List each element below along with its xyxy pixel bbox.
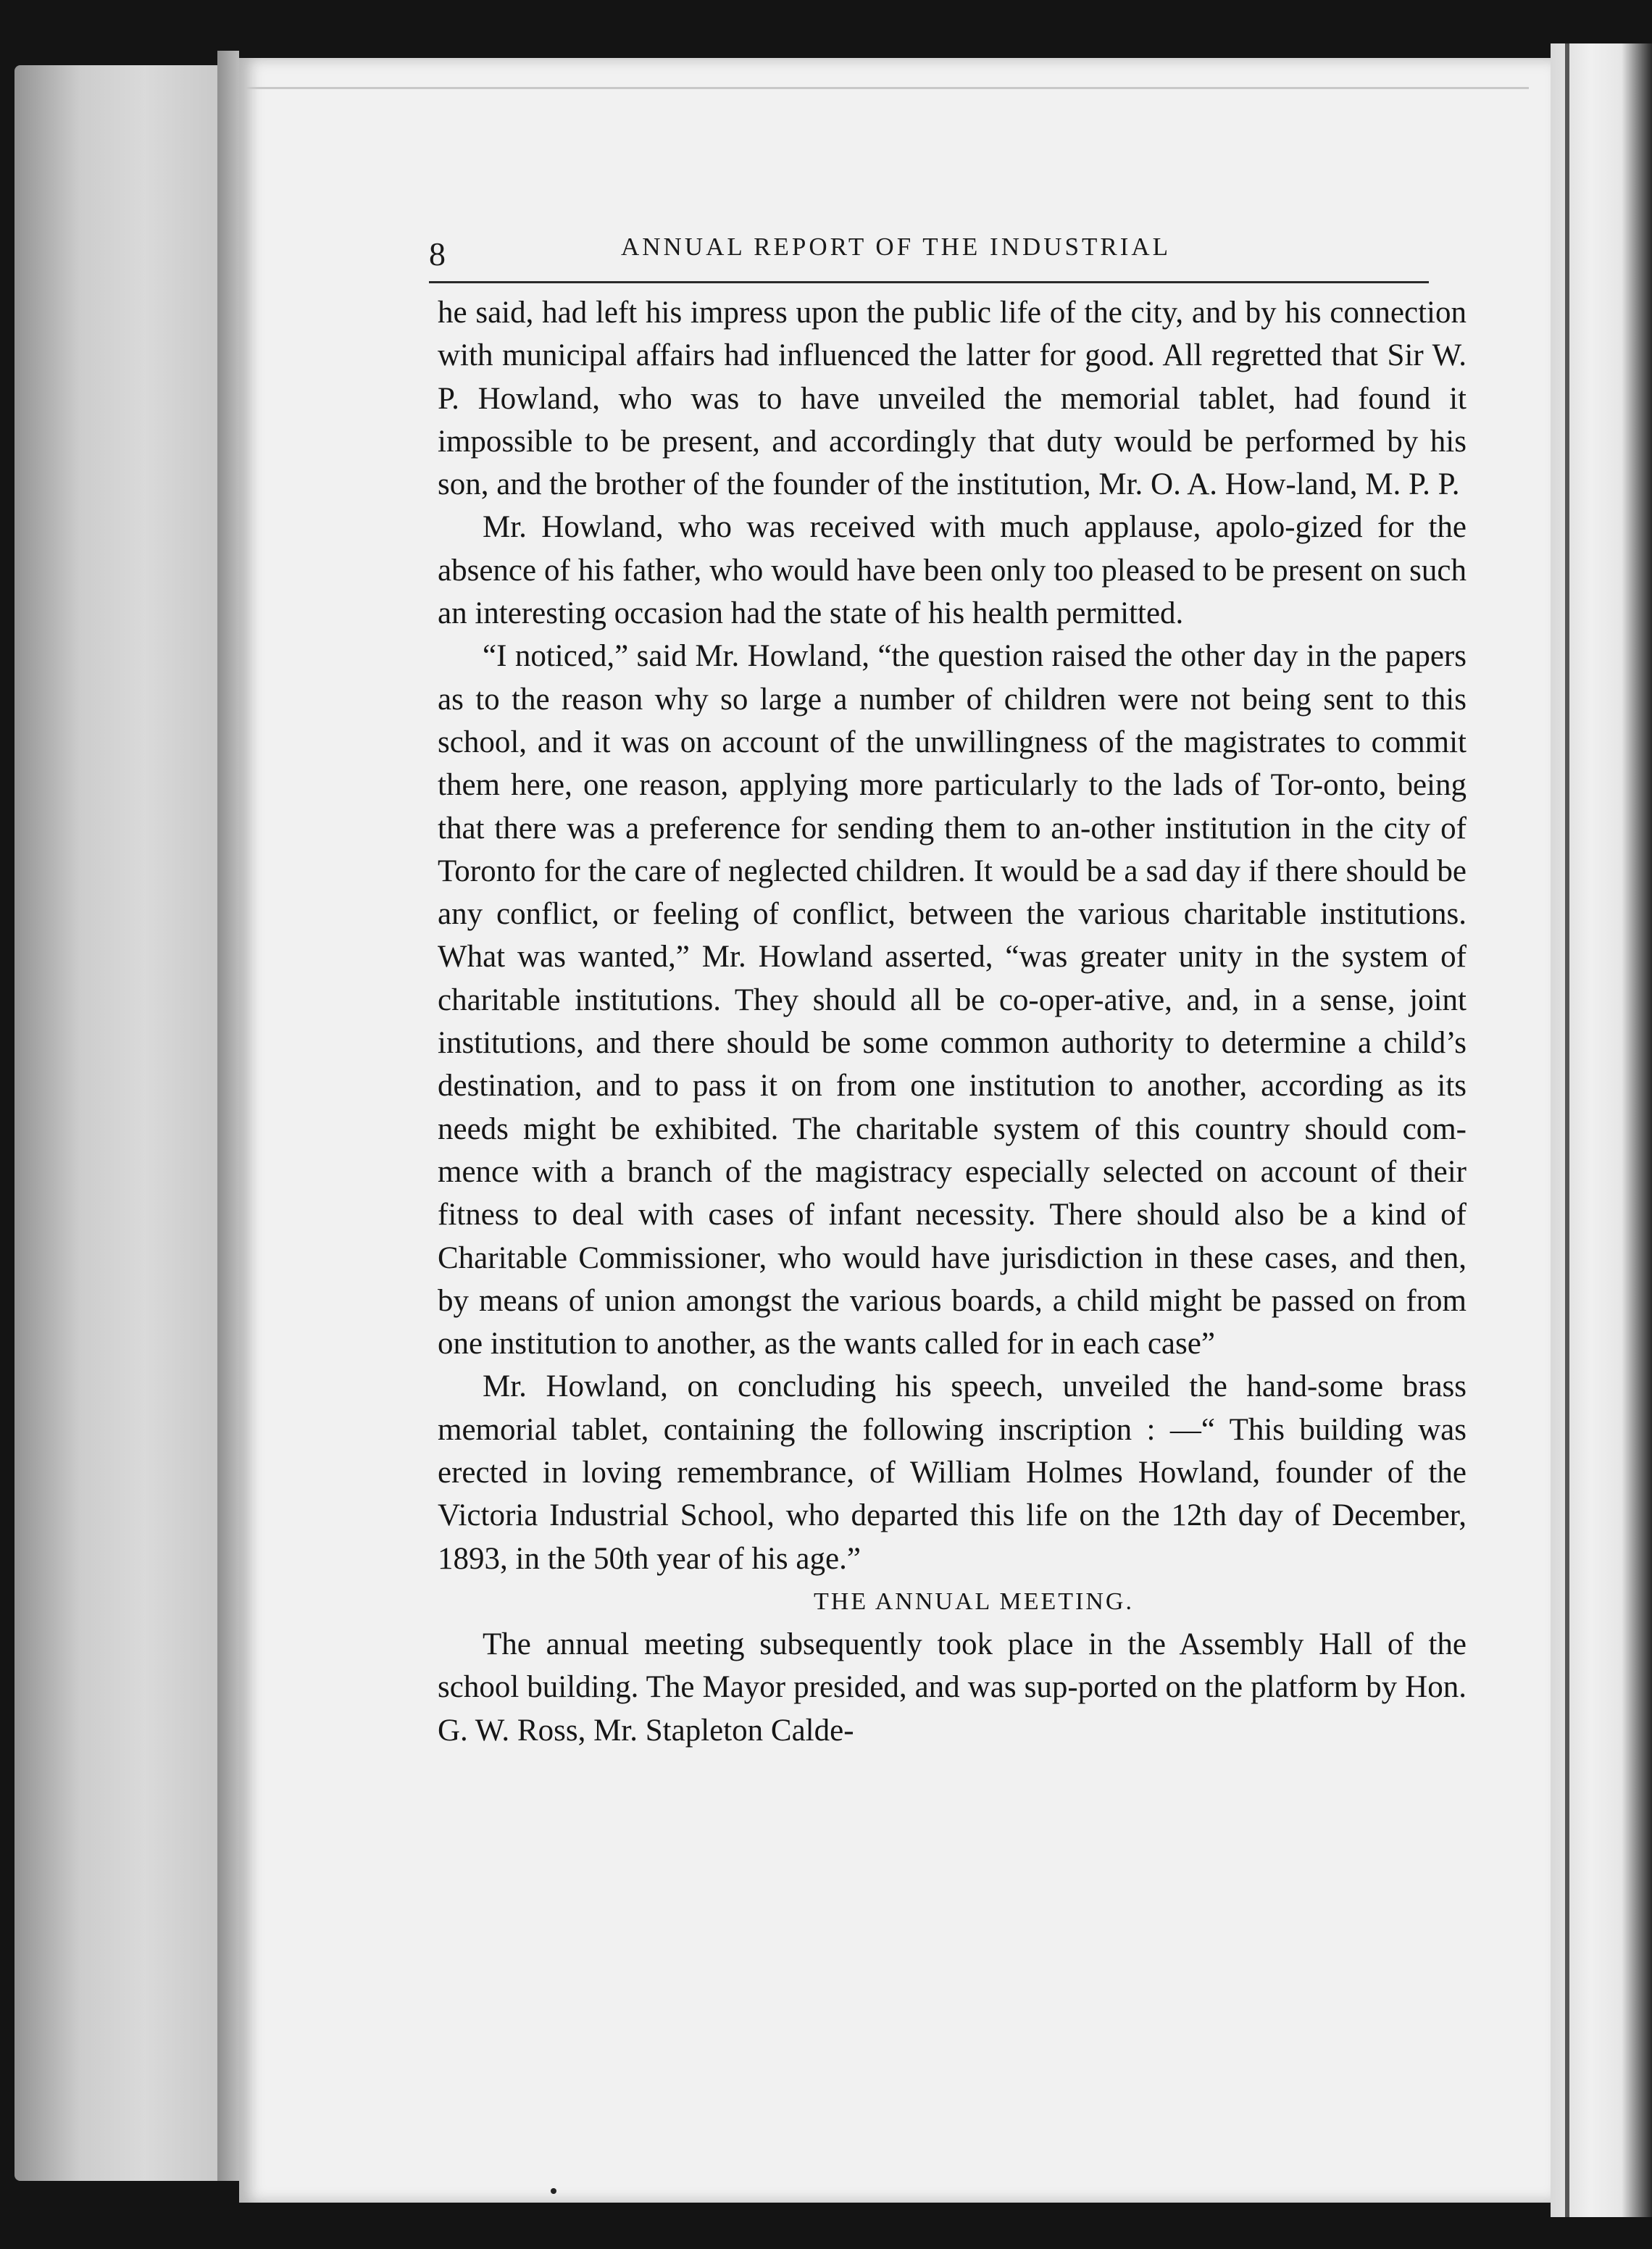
running-head-title: ANNUAL REPORT OF THE INDUSTRIAL [621, 233, 1172, 261]
book-left-edge-shadow [217, 51, 239, 2181]
section-heading: THE ANNUAL MEETING. [814, 1587, 1134, 1615]
paragraph: he said, had left his impress upon the public life of the city, and by his connection with municipal affairs had influenced the latter for good. All regretted that Sir W. P. Howland, who was to have unveiled the memorial tablet, had found it impossible to be present, and accordingly that duty would be performed by his son, and the brother of the founder of the institution, Mr. O. A. How-land, M. P. P. [438, 296, 1467, 502]
running-head [429, 216, 1429, 281]
paragraph: Mr. Howland, on concluding his speech, unveiled the hand-some brass memorial tablet, containing the following inscription : —“ This building was erected in loving remembrance, of William Holmes Howland, founder of the Victoria Industrial School, who departed this life on the 12th day of December, 1893, in the 50th year of his age.” [438, 1369, 1467, 1576]
page-number: 8 [429, 235, 446, 272]
page-top-edge [246, 87, 1529, 89]
book-spine-fold [1565, 43, 1569, 2217]
paragraph: Mr. Howland, who was received with much applause, apolo-gized for the absence of his father, who would have been only too pleased to be present on such an interesting occasion had the state of his health permitted. [438, 510, 1467, 631]
running-head-rule [429, 281, 1429, 283]
scan-speck [551, 2188, 556, 2194]
body-text [438, 291, 1467, 1752]
paragraph: The annual meeting subsequently took place in the Assembly Hall of the school building. The Mayor presided, and was sup-ported on the platform by Hon. G. W. Ross, Mr. Stapleton Calde- [438, 1627, 1467, 1748]
paragraph: “I noticed,” said Mr. Howland, “the question raised the other day in the papers as to the reason why so large a number of children were not being sent to this school, and it was on account of the unwillingness of the magistrates to commit them here, one reason, applying more particularly to the lads of Tor-onto, being that there was a preference for sending them to an-other institution in the city of Toronto for the care of neglected children. It would be a sad day if there should be any conflict, or feeling of conflict, between the various charitable institutions. What was wanted,” Mr. Howland asserted, “was greater unity in the system of charitable institutions. They should all be co-oper-ative, and, in a sense, joint institutions, and there should be some common authority to determine a child’s destination, and to pass it on from one institution to another, according as its needs might be exhibited. The charitable system of this country should com-mence with a branch of the magistracy especially selected on account of their fitness to deal with cases of infant necessity. There should also be a kind of Charitable Commissioner, who would have jurisdiction in these cases, and then, by means of union amongst the various boards, a child might be passed on from one institution to another, as the wants called for in each case” [438, 639, 1467, 1361]
book-left-edge [14, 65, 232, 2181]
